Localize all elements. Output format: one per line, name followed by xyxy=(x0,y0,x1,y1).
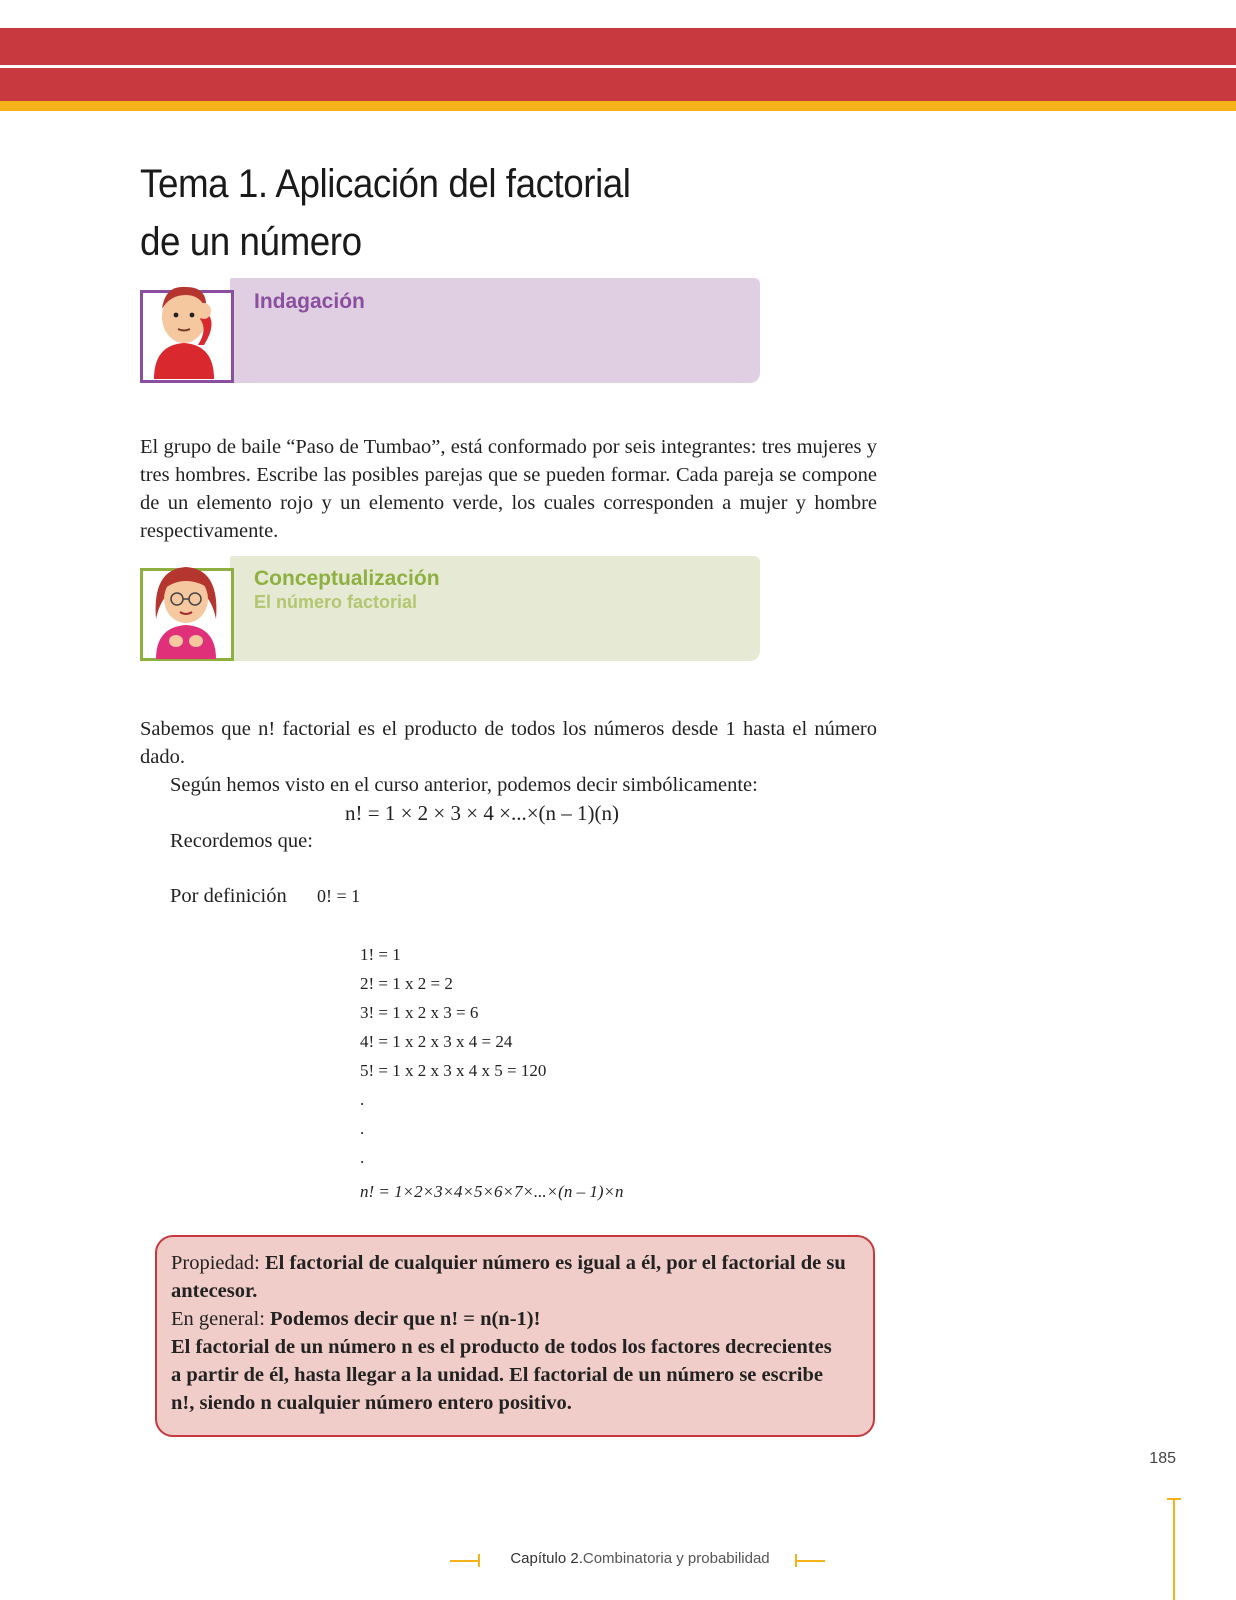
factorial-row: 4! = 1 x 2 x 3 x 4 = 24 xyxy=(360,1032,513,1051)
property-label: Propiedad: xyxy=(171,1252,265,1274)
symbolic-intro: Según hemos visto en el curso anterior, podemos decir simbólicamente: xyxy=(170,774,758,796)
indagacion-section xyxy=(140,278,620,388)
page-title xyxy=(140,155,784,271)
page-title-line1: Tema 1. Aplicación del factorial xyxy=(140,162,631,206)
recordemos-label: Recordemos que: xyxy=(170,830,313,852)
thinking-boy-icon xyxy=(140,290,234,383)
ellipsis-dot: . xyxy=(360,1148,365,1167)
general-label: En general: xyxy=(171,1308,271,1330)
header-band-red xyxy=(0,28,1236,65)
definition-value: 0! = 1 xyxy=(317,886,361,906)
factorial-row: 3! = 1 x 2 x 3 = 6 xyxy=(360,1003,479,1022)
indagacion-heading: Indagación xyxy=(254,290,365,313)
page-number: 185 xyxy=(1149,1450,1176,1467)
conceptualizacion-section xyxy=(140,556,620,666)
header-band-yellow xyxy=(0,101,1236,111)
factorial-row: 1! = 1 xyxy=(360,945,401,964)
conceptualizacion-subtitle: El número factorial xyxy=(254,592,418,612)
definition-paragraph: Sabemos que n! factorial es el producto de todos los números desde 1 hasta el número dado. xyxy=(140,718,877,768)
footer-rule-cap-right xyxy=(795,1554,797,1567)
margin-rule xyxy=(1173,1498,1175,1600)
definition-label: Por definición xyxy=(170,885,287,907)
intro-paragraph: El grupo de baile “Paso de Tumbao”, está conformado por seis integrantes: tres mujeres y tres hombres. Escribe las posibles parejas que se pueden formar. Cada pareja se compone de un elemento rojo y un elemento verde, los cuales corresponden a mujer y hombre respectivamente. xyxy=(140,436,877,542)
general-formula: n! = 1 × 2 × 3 × 4 ×...×(n – 1)(n) xyxy=(345,801,620,825)
page-title-line2: de un número xyxy=(140,220,362,264)
ellipsis-dot: . xyxy=(360,1119,365,1138)
chapter-title: Combinatoria y probabilidad xyxy=(582,1550,770,1567)
property-box xyxy=(155,1235,875,1437)
chapter-label: Capítulo 2. xyxy=(510,1550,583,1567)
ellipsis-dot: . xyxy=(360,1090,365,1109)
property-text: El factorial de cualquier número es igual a él, por el factorial de su antecesor. xyxy=(171,1252,846,1302)
factorial-row: 2! = 1 x 2 = 2 xyxy=(360,974,453,993)
chapter-footer xyxy=(450,1550,830,1567)
general-text: Podemos decir que n! = n(n-1)! xyxy=(270,1308,541,1330)
footer-rule-right xyxy=(795,1560,825,1562)
conceptualizacion-heading: Conceptualización xyxy=(254,567,440,590)
factorial-row-n: n! = 1×2×3×4×5×6×7×...×(n – 1)×n xyxy=(360,1182,624,1201)
margin-rule-cap xyxy=(1167,1498,1181,1500)
factorial-row: 5! = 1 x 2 x 3 x 4 x 5 = 120 xyxy=(360,1061,547,1080)
header-band-red-lower xyxy=(0,68,1236,101)
girl-with-glasses-icon xyxy=(140,568,234,661)
factorial-definition-text: El factorial de un número n es el producto de todos los factores decrecientes a partir de él, hasta llegar a la unidad. El factorial de un número se escribe n!, siendo n cualquier número entero positivo. xyxy=(171,1336,832,1414)
